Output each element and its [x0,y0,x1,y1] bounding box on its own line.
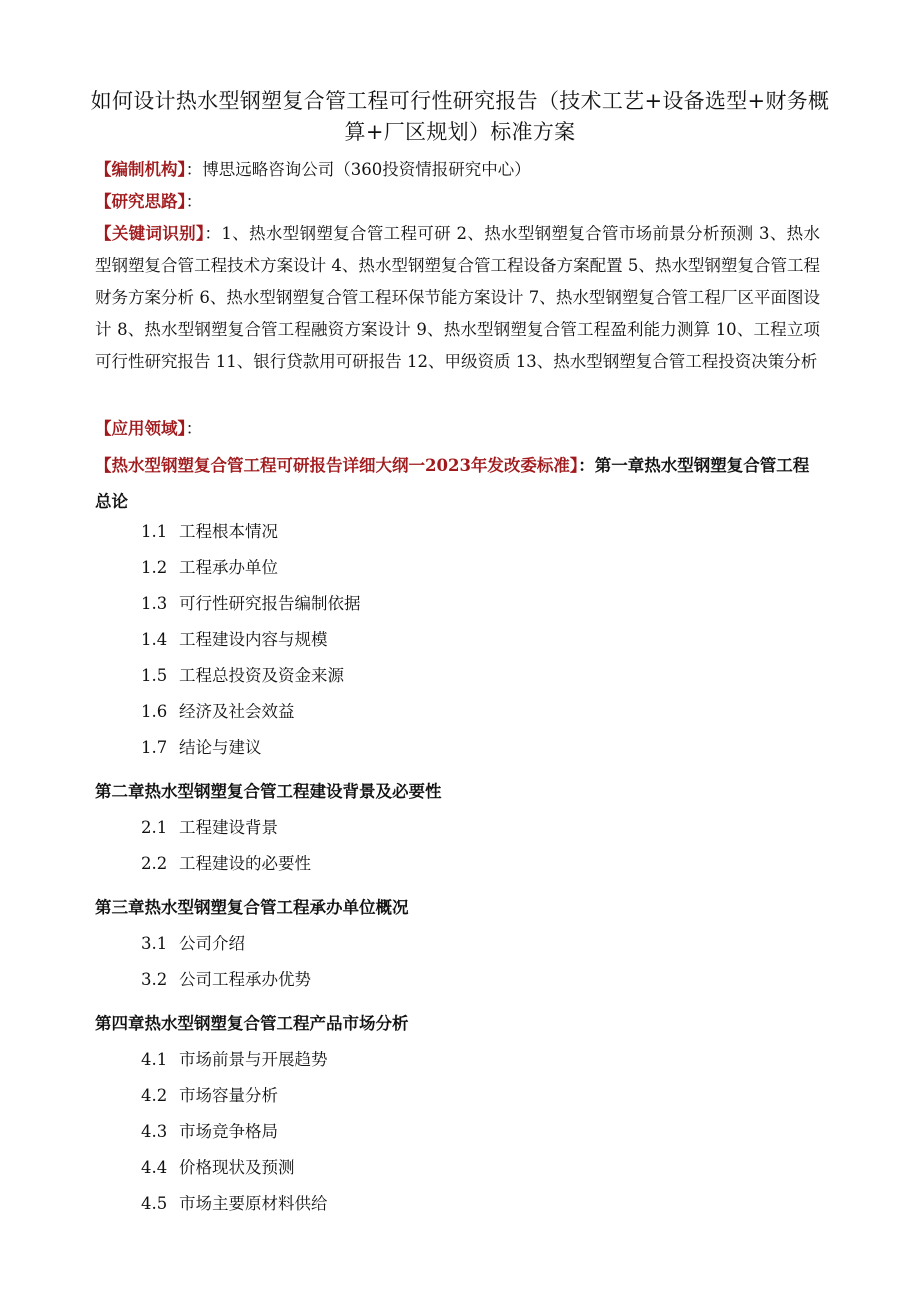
section-text: 可行性研究报告编制依据 [179,594,361,613]
section-item [141,664,344,688]
approach-sep: ： [185,192,203,211]
outline-intro [95,448,820,520]
section-number: 4.4 [141,1158,168,1177]
section-text: 市场主要原材料供给 [179,1194,328,1213]
section-number: 4.1 [141,1050,168,1069]
section-item [141,1120,278,1144]
section-number: 2.2 [141,854,168,873]
section-number: 2.1 [141,818,168,837]
section-text: 公司工程承办优势 [179,970,311,989]
section-item [141,1084,278,1108]
section-item [141,520,278,544]
section-item [141,628,328,652]
keywords-paragraph [95,218,820,378]
org-label: 【编制机构】 [95,160,186,179]
document-title: 如何设计热水型钢塑复合管工程可行性研究报告（技术工艺+设备选型+财务概算+厂区规划）标准方案 [90,89,830,144]
section-item [141,1192,328,1216]
org-line [95,154,825,186]
section-number: 1.6 [141,702,168,721]
section-item [141,1156,295,1180]
section-item [141,700,295,724]
application-sep: ： [185,419,203,438]
section-item [141,816,278,840]
application-label: 【应用领域】 [95,419,186,438]
section-item [141,932,245,956]
section-text: 工程总投资及资金来源 [179,666,344,685]
section-number: 3.1 [141,934,168,953]
section-number: 4.3 [141,1122,168,1141]
keywords-label: 【关键词识别】 [95,224,205,243]
section-number: 1.7 [141,738,168,757]
section-item [141,968,311,992]
section-text: 工程建设背景 [179,818,278,837]
section-text: 公司介绍 [179,934,245,953]
section-number: 1.2 [141,558,168,577]
approach-line [95,186,825,218]
section-item [141,592,361,616]
chapter-3-title: 第三章热水型钢塑复合管工程承办单位概况 [95,898,409,917]
chapter-4-title: 第四章热水型钢塑复合管工程产品市场分析 [95,1014,409,1033]
outline-sep: ： [578,456,595,475]
section-number: 1.4 [141,630,168,649]
section-text: 工程根本情况 [179,522,278,541]
approach-label: 【研究思路】 [95,192,186,211]
section-text: 市场竞争格局 [179,1122,278,1141]
section-number: 4.2 [141,1086,168,1105]
outline-label: 【热水型钢塑复合管工程可研报告详细大纲一2023年发改委标准】 [95,456,579,475]
application-line [95,413,825,445]
section-item [141,736,262,760]
section-number: 1.5 [141,666,168,685]
section-text: 工程承办单位 [179,558,278,577]
section-number: 1.1 [141,522,168,541]
keywords-sep: ： [204,224,222,243]
chapter-2-title: 第二章热水型钢塑复合管工程建设背景及必要性 [95,782,442,801]
section-text: 市场容量分析 [179,1086,278,1105]
keywords-value: 1、热水型钢塑复合管工程可研 2、热水型钢塑复合管市场前景分析预测 3、热水型钢塑复合管工程技术方案设计 4、热水型钢塑复合管工程设备方案配置 5、热水型钢塑复合管工程财务方案分析 6、热水型钢塑复合管工程环保节能方案设计 7、热水型钢塑复合管工程厂区平面图设计 8、热水型钢塑复合管工程融资方案设计 9、热水型钢塑复合管工程盈利能力测算 10、工程立项可行性研究报告 11、银行贷款用可研报告 12、甲级资质 13、热水型钢塑复合管工程投资决策分析 [95,224,820,371]
org-sep: ： [185,160,203,179]
section-text: 工程建设的必要性 [179,854,311,873]
section-number: 3.2 [141,970,168,989]
org-value: 博思远略咨询公司（360投资情报研究中心） [202,160,531,179]
section-text: 市场前景与开展趋势 [179,1050,328,1069]
section-text: 经济及社会效益 [179,702,295,721]
section-text: 工程建设内容与规模 [179,630,328,649]
section-text: 结论与建议 [179,738,262,757]
section-number: 1.3 [141,594,168,613]
section-item [141,1048,328,1072]
section-item [141,556,278,580]
section-number: 4.5 [141,1194,168,1213]
section-item [141,852,311,876]
section-text: 价格现状及预测 [179,1158,295,1177]
chapter-1-title: 第一章热水型钢塑复合管工程总论 [95,456,810,511]
